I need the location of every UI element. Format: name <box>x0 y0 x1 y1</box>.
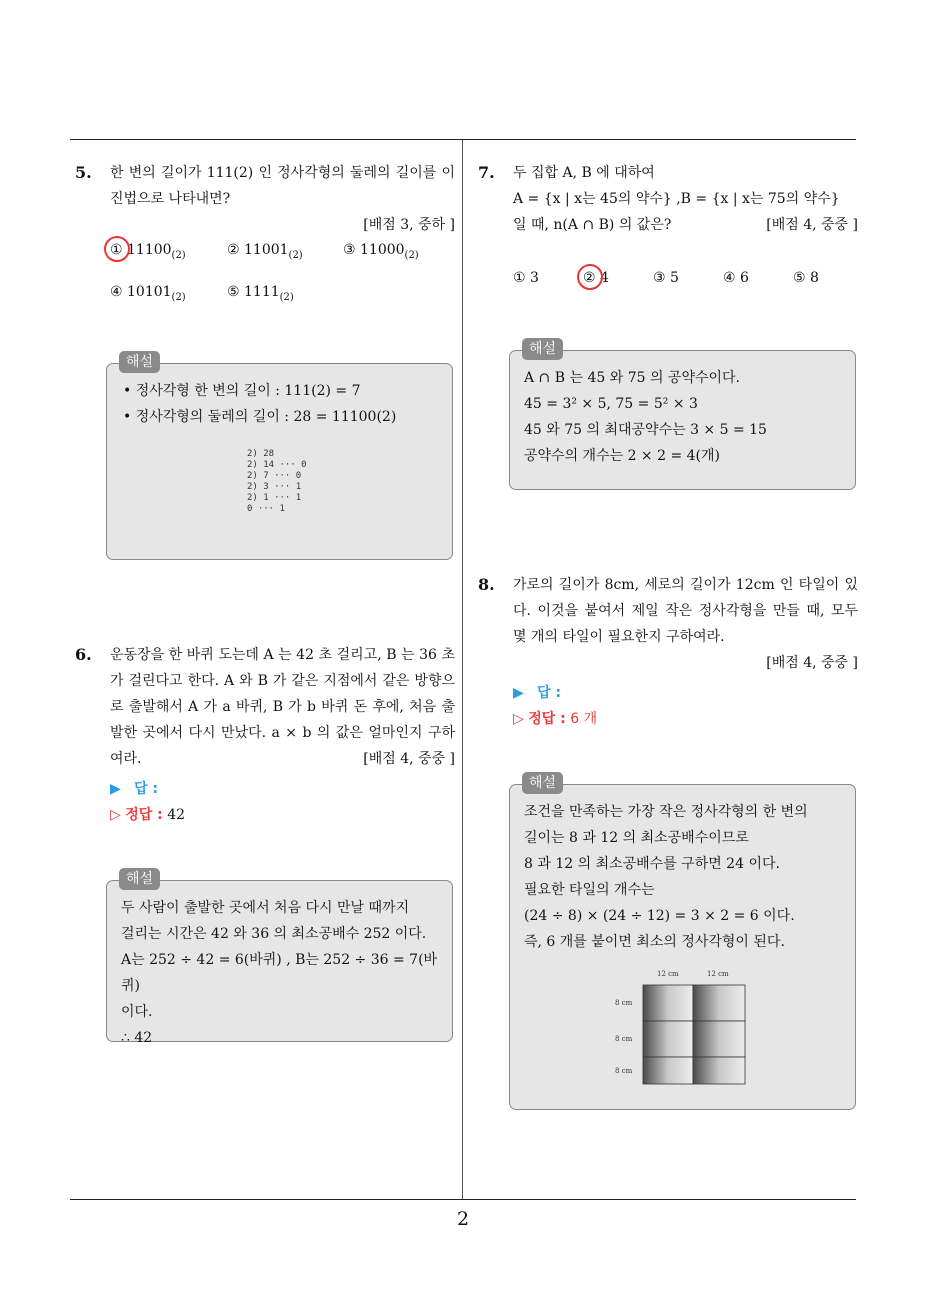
question-number: 5. <box>75 163 92 182</box>
dim-label-top: 12 cm <box>657 970 679 978</box>
solution-tag: 해설 <box>119 351 160 373</box>
q6-answer <box>110 778 185 824</box>
column-divider <box>462 140 463 1200</box>
q8-answer <box>513 682 597 728</box>
solution-line: ∴ 42 <box>121 1030 153 1046</box>
tile-figure <box>613 967 763 1087</box>
solution-line: 걸리는 시간은 42 와 36 의 최소공배수 252 이다. <box>121 926 427 942</box>
answer-mark-circle <box>577 264 603 290</box>
option-2[interactable]: ② $11001_{(2)}$ <box>227 242 303 261</box>
solution-tag: 해설 <box>522 772 563 794</box>
solution-line: • 정사각형의 둘레의 길이 : 28 = 11100(2) <box>123 409 397 425</box>
answer-label: 답 : <box>134 781 159 797</box>
question-text-line: 일 때, n(A ∩ B) 의 값은? [배점 4, 중중 ] <box>513 212 858 238</box>
bottom-rule <box>70 1199 856 1200</box>
option-1[interactable]: ① $11100_{(2)}$ <box>110 242 186 261</box>
question-number: 8. <box>478 575 495 594</box>
solution-line: 이다. <box>121 1004 153 1020</box>
question-5 <box>75 160 455 238</box>
question-8 <box>478 572 858 676</box>
question-text: 한 변의 길이가 111(2) 인 정사각형의 둘레의 길이를 이진법으로 나타내면? <box>110 165 455 207</box>
solution-line: 45 와 75 의 최대공약수는 3 × 5 = 15 <box>524 422 767 438</box>
correct-value: 6 개 <box>570 711 598 727</box>
solution-line: 필요한 타일의 개수는 <box>524 882 655 898</box>
solution-tag: 해설 <box>522 338 563 360</box>
correct-arrow-icon: ▷ <box>513 711 524 727</box>
correct-label: 정답 : <box>528 711 566 727</box>
question-text-line: A = {x | x는 45의 약수} ,B = {x | x는 75의 약수} <box>513 191 840 207</box>
question-text-line: 두 집합 A, B 에 대하여 <box>513 165 655 181</box>
question-score: [배점 3, 중하 ] <box>363 217 455 233</box>
correct-label: 정답 : <box>125 807 163 823</box>
solution-line: 45 = 3² × 5, 75 = 5² × 3 <box>524 396 698 412</box>
dim-label-side: 8 cm <box>615 1067 633 1075</box>
solution-line: 두 사람이 출발한 곳에서 처음 다시 만날 때까지 <box>121 900 410 916</box>
page-number: 2 <box>456 1208 470 1230</box>
question-number: 6. <box>75 645 92 664</box>
solution-line: 길이는 8 과 12 의 최소공배수이므로 <box>524 830 749 846</box>
question-text: 가로의 길이가 8cm, 세로의 길이가 12cm 인 타일이 있다. 이것을 붙여서 제일 작은 정사각형을 만들 때, 모두 몇 개의 타일이 필요한지 구하여라. <box>513 577 858 645</box>
question-score: [배점 4, 중중 ] <box>766 655 858 671</box>
correct-arrow-icon: ▷ <box>110 807 121 823</box>
question-score: [배점 4, 중중 ] <box>766 217 858 233</box>
option-1[interactable]: ① 3 <box>513 270 539 286</box>
answer-arrow-icon: ▶ <box>513 685 524 701</box>
question-7 <box>478 160 858 238</box>
solution-line: 8 과 12 의 최소공배수를 구하면 24 이다. <box>524 856 780 872</box>
q6-solution-box <box>106 871 453 1046</box>
question-number: 7. <box>478 163 495 182</box>
question-text: 운동장을 한 바퀴 도는데 A 는 42 초 걸리고, B 는 36 초가 걸린다고 한다. A 와 B 가 같은 지점에서 같은 방향으로 출발해서 A 가 a 바퀴, B 가 b 바퀴 돈 후에, 처음 출발한 곳에서 다시 만났다. a × b 의 값은 얼마인지 구하여라. <box>110 647 455 767</box>
option-3[interactable]: ③ $11000_{(2)}$ <box>343 242 419 261</box>
option-2[interactable]: ② 4 <box>583 270 609 286</box>
option-4[interactable]: ④ $10101_{(2)}$ <box>110 284 186 303</box>
question-score: [배점 4, 중중 ] <box>363 751 455 767</box>
dim-label-side: 8 cm <box>615 999 633 1007</box>
solution-line: A ∩ B 는 45 와 75 의 공약수이다. <box>524 370 741 386</box>
dim-label-top: 12 cm <box>707 970 729 978</box>
solution-line: 조건을 만족하는 가장 작은 정사각형의 한 변의 <box>524 804 808 820</box>
option-5[interactable]: ⑤ $1111_{(2)}$ <box>227 284 294 303</box>
solution-line: 즉, 6 개를 붙이면 최소의 정사각형이 된다. <box>524 934 785 950</box>
option-4[interactable]: ④ 6 <box>723 270 749 286</box>
solution-line: 공약수의 개수는 2 × 2 = 4(개) <box>524 448 720 464</box>
top-rule <box>70 139 856 140</box>
solution-line: A는 252 ÷ 42 = 6(바퀴) , B는 252 ÷ 36 = 7(바퀴) <box>121 952 438 994</box>
q5-solution-box <box>106 354 453 560</box>
answer-label: 답 : <box>537 685 562 701</box>
answer-mark-circle <box>104 236 130 262</box>
q7-solution-box <box>509 341 856 490</box>
dim-label-side: 8 cm <box>615 1035 633 1043</box>
solution-line: • 정사각형 한 변의 길이 : 111(2) = 7 <box>123 383 361 399</box>
option-5[interactable]: ⑤ 8 <box>793 270 819 286</box>
answer-arrow-icon: ▶ <box>110 781 121 797</box>
q8-solution-box <box>509 775 856 1110</box>
solution-line: (24 ÷ 8) × (24 ÷ 12) = 3 × 2 = 6 이다. <box>524 908 795 924</box>
option-3[interactable]: ③ 5 <box>653 270 679 286</box>
division-figure: 2) 28 2) 14 ··· 0 2) 7 ··· 0 2) 3 ··· 1 2) 1 ··· 1 0 ··· 1 <box>247 449 307 514</box>
correct-value: 42 <box>167 807 186 823</box>
solution-tag: 해설 <box>119 868 160 890</box>
